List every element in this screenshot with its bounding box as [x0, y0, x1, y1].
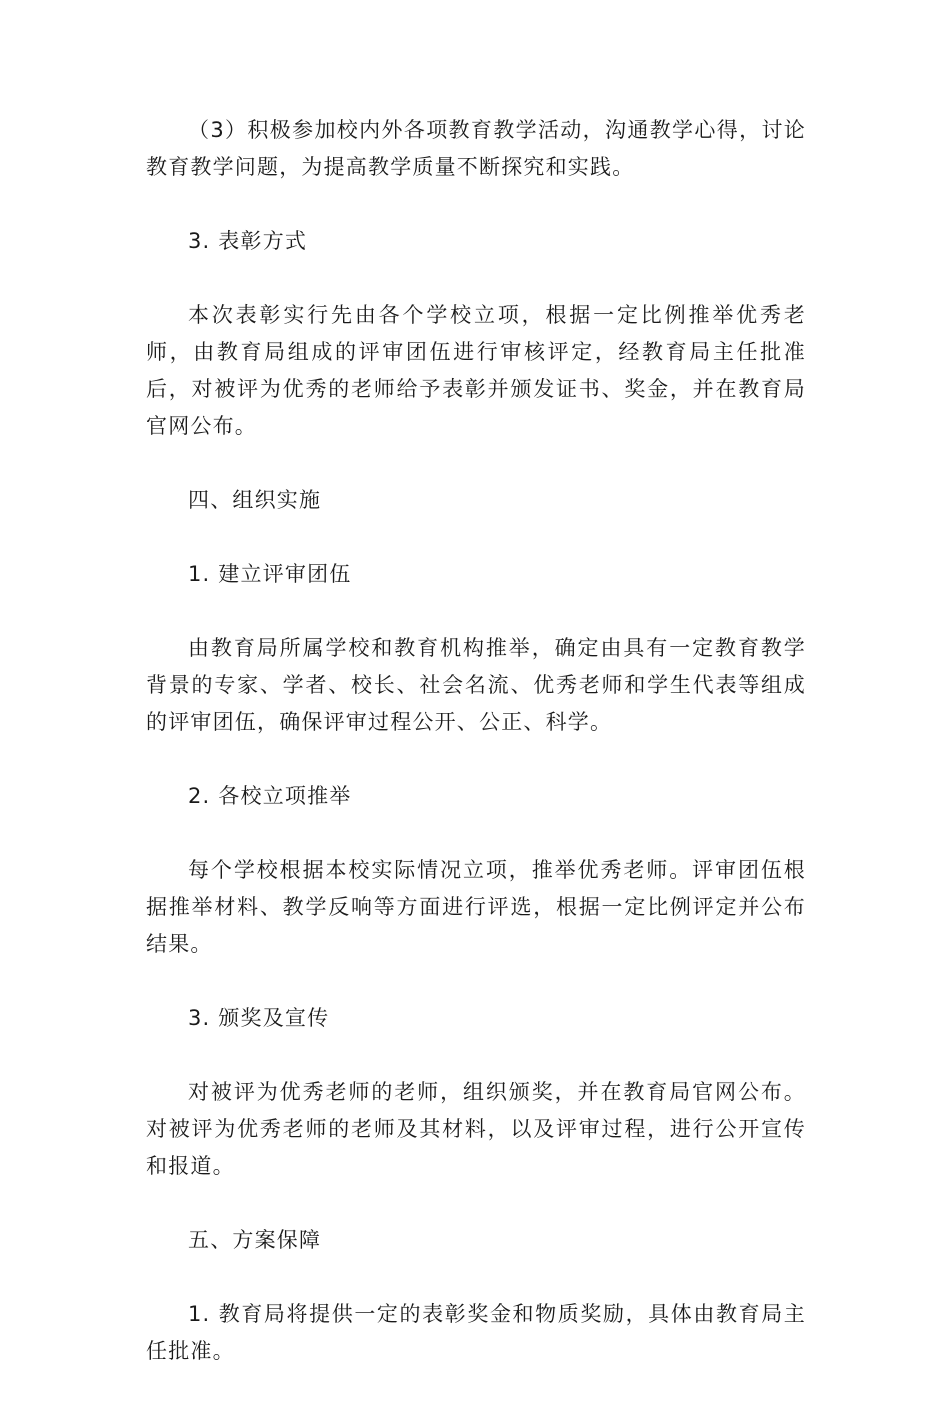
- paragraph-item-3-practice: （3）积极参加校内外各项教育教学活动，沟通教学心得，讨论教育教学问题，为提高教学质量不断探究和实践。: [146, 118, 806, 179]
- paragraph-review-team: 由教育局所属学校和教育机构推举，确定由具有一定教育教学背景的专家、学者、校长、社会名流、优秀老师和学生代表等组成的评审团伍，确保评审过程公开、公正、科学。: [146, 636, 806, 734]
- heading-school-nomination: 2. 各校立项推举: [188, 784, 352, 808]
- paragraph-plan-guarantee-1: 1. 教育局将提供一定的表彰奖金和物质奖励，具体由教育局主任批准。: [146, 1302, 806, 1363]
- paragraph-commendation-method: 本次表彰实行先由各个学校立项，根据一定比例推举优秀老师，由教育局组成的评审团伍进行审核评定，经教育局主任批准后，对被评为优秀的老师给予表彰并颁发证书、奖金，并在教育局官网公布。: [146, 303, 806, 438]
- heading-review-team: 1. 建立评审团伍: [188, 562, 352, 586]
- heading-commendation-method: 3. 表彰方式: [188, 229, 308, 253]
- heading-award-publicity: 3. 颁奖及宣传: [188, 1006, 330, 1030]
- paragraph-school-nomination: 每个学校根据本校实际情况立项，推举优秀老师。评审团伍根据推举材料、教学反响等方面进行评选，根据一定比例评定并公布结果。: [146, 858, 806, 956]
- heading-plan-guarantee: 五、方案保障: [188, 1228, 322, 1252]
- document-body: [146, 112, 806, 1407]
- heading-organization-implementation: 四、组织实施: [188, 488, 322, 512]
- paragraph-award-publicity: 对被评为优秀老师的老师，组织颁奖，并在教育局官网公布。对被评为优秀老师的老师及其材料，以及评审过程，进行公开宣传和报道。: [146, 1080, 806, 1178]
